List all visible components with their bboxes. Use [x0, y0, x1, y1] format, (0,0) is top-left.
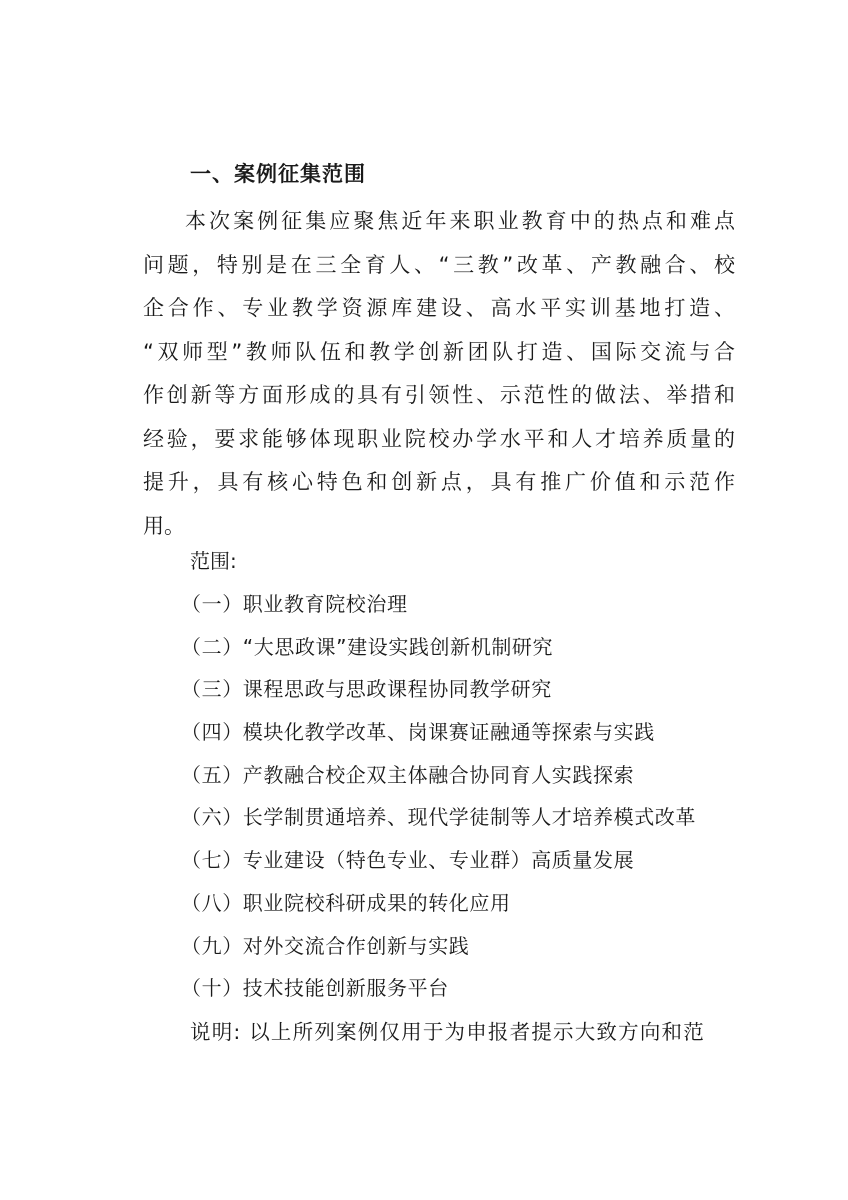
paragraph-line: 本次案例征集应聚焦近年来职业教育中的热点和难点	[185, 209, 735, 233]
list-item: （八）职业院校科研成果的转化应用	[181, 890, 511, 915]
list-item: （二）“大思政课”建设实践创新机制研究	[181, 634, 554, 659]
section-heading: 一、案例征集范围	[190, 162, 366, 186]
paragraph-line: 经验，要求能够体现职业院校办学水平和人才培养质量的	[143, 426, 735, 451]
list-item: （七）专业建设（特色专业、专业群）高质量发展	[181, 848, 635, 873]
paragraph-line: 作创新等方面形成的具有引领性、示范性的做法、举措和	[143, 383, 735, 407]
list-item: （五）产教融合校企双主体融合协同育人实践探索	[181, 762, 635, 787]
list-item: （四）模块化教学改革、岗课赛证融通等探索与实践	[181, 720, 655, 745]
paragraph-line: 问题，特别是在三全育人、“三教”改革、产教融合、校	[143, 252, 735, 277]
paragraph-line: 用。	[143, 513, 185, 538]
paragraph-line: 提升，具有核心特色和创新点，具有推广价值和示范作	[143, 470, 735, 494]
note-text: 说明: 以上所列案例仅用于为申报者提示大致方向和范	[190, 1020, 705, 1044]
paragraph-line: “双师型”教师队伍和教学创新团队打造、国际交流与合	[143, 339, 735, 364]
list-item: （一）职业教育院校治理	[181, 592, 408, 616]
list-item: （九）对外交流合作创新与实践	[181, 933, 470, 958]
paragraph-line: 企合作、专业教学资源库建设、高水平实训基地打造、	[143, 296, 735, 320]
range-label: 范围:	[190, 549, 237, 573]
intro-paragraph	[143, 200, 735, 548]
list-item: （三）课程思政与思政课程协同教学研究	[181, 677, 552, 702]
list-item: （六）长学制贯通培养、现代学徒制等人才培养模式改革	[181, 805, 696, 830]
list-item: （十）技术技能创新服务平台	[181, 976, 449, 1001]
range-list	[181, 583, 696, 1010]
